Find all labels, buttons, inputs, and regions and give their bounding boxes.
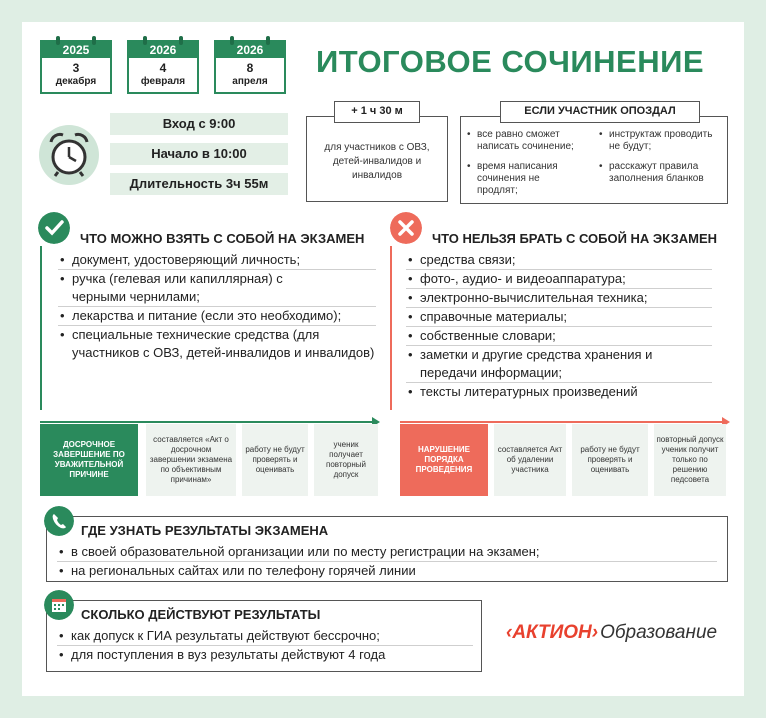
late-item: • расскажут правила заполнения бланков	[599, 161, 719, 185]
late-item: • все равно сможет написать сочинение;	[467, 129, 595, 153]
allowed-heading: ЧТО МОЖНО ВЗЯТЬ С СОБОЙ НА ЭКЗАМЕН	[80, 231, 365, 246]
late-box	[460, 116, 728, 204]
extra-time-box	[306, 116, 448, 202]
flow-green-step-text: работу не будут проверять и оценивать	[245, 445, 305, 474]
calendar-date-2	[127, 40, 199, 94]
flow-green-step	[242, 424, 308, 496]
allowed-item: • специальные технические средства (для участников с ОВЗ, детей-инвалидов и инвалидов)	[58, 326, 376, 362]
green-flow-arrow	[40, 421, 376, 423]
forbidden-heading: ЧТО НЕЛЬЗЯ БРАТЬ С СОБОЙ НА ЭКЗАМЕН	[432, 231, 718, 246]
flow-green-step-text: ученик получает повторный допуск	[326, 440, 366, 479]
flow-green-main-text: ДОСРОЧНОЕ ЗАВЕРШЕНИЕ ПО УВАЖИТЕЛЬНОЙ ПРИЧИНЕ	[53, 440, 125, 479]
duration: Длительность 3ч 55м	[110, 173, 288, 195]
brand-logo-mark: ‹АКТИОН›	[506, 622, 599, 643]
flow-green-main	[40, 424, 138, 496]
forbidden-item: • заметки и другие средства хранения и передачи информации;	[406, 346, 712, 383]
flow-green-step	[314, 424, 378, 496]
results-valid-box	[46, 600, 482, 672]
late-item: • инструктаж проводить не будут;	[599, 129, 723, 153]
forbidden-item: • фото-, аудио- и видеоаппаратура;	[406, 270, 712, 289]
forbidden-item: • средства связи;	[406, 251, 712, 270]
red-flow-arrow	[400, 421, 724, 423]
forbidden-divider	[390, 246, 392, 410]
calendar-icon	[44, 590, 74, 620]
flow-red-step	[654, 424, 726, 496]
results-where-item: • на региональных сайтах или по телефону горячей линии	[57, 562, 717, 580]
results-valid-item: • как допуск к ГИА результаты действуют бессрочно;	[57, 627, 473, 646]
phone-icon	[44, 506, 74, 536]
calendar-year: 2026	[129, 42, 197, 58]
calendar-year: 2026	[216, 42, 284, 58]
alarm-clock-icon	[38, 124, 100, 186]
forbidden-item: • справочные материалы;	[406, 308, 712, 327]
results-valid-item: • для поступления в вуз результаты действуют 4 года	[57, 646, 473, 664]
calendar-month: февраля	[140, 76, 186, 87]
calendar-day: 4	[159, 61, 167, 75]
forbidden-item: • электронно-вычислительная техника;	[406, 289, 712, 308]
calendar-month: декабря	[55, 76, 97, 87]
results-where-item: • в своей образовательной организации или по месту регистрации на экзамен;	[57, 543, 717, 562]
flow-red-step	[572, 424, 648, 496]
allowed-item: • ручка (гелевая или капиллярная) с черными чернилами;	[58, 270, 376, 307]
forbidden-item: • собственные словари;	[406, 327, 712, 346]
late-item: • время написания сочинения не продлят;	[467, 161, 577, 197]
flow-green-step	[146, 424, 236, 496]
allowed-item: • лекарства и питание (если это необходимо);	[58, 307, 376, 326]
start-time: Начало в 10:00	[110, 143, 288, 165]
calendar-date-3	[214, 40, 286, 94]
brand-logo-suffix: Образование	[600, 622, 718, 643]
late-tag: ЕСЛИ УЧАСТНИК ОПОЗДАЛ	[500, 101, 700, 123]
results-where-box	[46, 516, 728, 582]
calendar-day: 3	[72, 61, 80, 75]
flow-green-step-text: составляется «Акт о досрочном завершении экзамена по объективным причинам»	[149, 435, 233, 484]
forbidden-item: • тексты литературных произведений	[406, 383, 712, 401]
flow-red-main-text: НАРУШЕНИЕ ПОРЯДКА ПРОВЕДЕНИЯ	[415, 445, 473, 474]
brand-logo	[506, 622, 717, 644]
allowed-item: • документ, удостоверяющий личность;	[58, 251, 376, 270]
flow-red-step	[494, 424, 566, 496]
cross-icon	[390, 212, 422, 244]
results-valid-heading: СКОЛЬКО ДЕЙСТВУЮТ РЕЗУЛЬТАТЫ	[81, 607, 321, 622]
calendar-date-1	[40, 40, 112, 94]
flow-red-main	[400, 424, 488, 496]
results-valid-list	[57, 627, 473, 664]
extra-time-text: для участников с ОВЗ, детей-инвалидов и инвалидов	[324, 142, 430, 181]
extra-time-tag: + 1 ч 30 м	[334, 101, 420, 123]
results-where-list	[57, 543, 717, 580]
calendar-month: апреля	[232, 76, 268, 87]
flow-red-step-text: повторный допуск ученик получит только по решению педсовета	[656, 435, 724, 484]
flow-red-step-text: составляется Акт об удалении участника	[497, 445, 563, 474]
results-where-heading: ГДЕ УЗНАТЬ РЕЗУЛЬТАТЫ ЭКЗАМЕНА	[81, 523, 329, 538]
allowed-divider	[40, 246, 42, 410]
allowed-list	[58, 251, 376, 362]
entry-time: Вход с 9:00	[110, 113, 288, 135]
calendar-day: 8	[246, 61, 254, 75]
calendar-year: 2025	[42, 42, 110, 58]
page-title: ИТОГОВОЕ СОЧИНЕНИЕ	[316, 44, 705, 79]
check-icon	[38, 212, 70, 244]
forbidden-list	[406, 251, 712, 401]
flow-red-step-text: работу не будут проверять и оценивать	[580, 445, 640, 474]
